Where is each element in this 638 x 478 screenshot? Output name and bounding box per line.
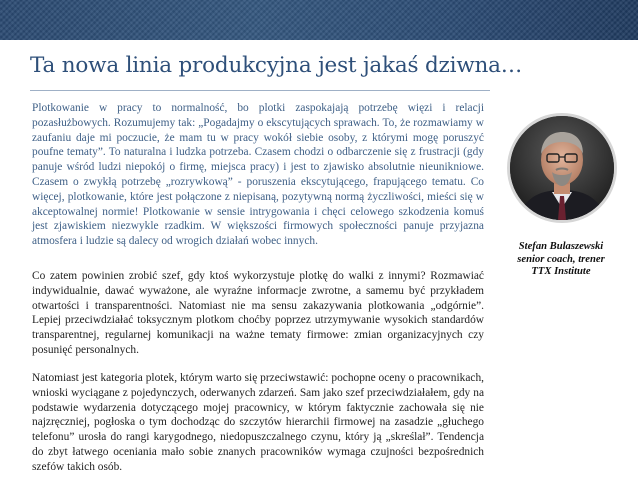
- body-paragraph-3: Natomiast jest kategoria plotek, którym warto się przeciwstawić: pochopne oceny o pracownikach, wnioski wyciągane z pojedynczych, oderwanych zdarzeń. Sam jako szef przeciwdziałałem, gdy na podstawie wydarzenia dotyczącego mojej pracownicy, w którym faktycznie zachowała się nie najzręczniej, pogłoska o tym dochodząc do szczytów hierarchii firmowej na zasadzie „głuchego telefonu” urosła do rangi karygodnego, niedopuszczalnego czynu, który ją „skreślał”. Tendencja do zbyt łatwego oceniania mało sobie znanych pracowników wymaga czujności bezpośrednich szefów takich osób.: [32, 372, 484, 473]
- article-title: Ta nowa linia produkcyjna jest jakaś dziwna…: [30, 53, 523, 78]
- header-banner: [0, 0, 638, 40]
- author-caption: [490, 241, 632, 279]
- lead-paragraph: Plotkowanie w pracy to normalność, bo plotki zaspokajają potrzebę więzi i relacji pozasłużbowych. Rozumujemy tak: „Pogadajmy o ekscytujących sprawach. To, że rozmawiamy w zaufaniu daje mi poczucie, że mam tu w pracy wokół siebie osoby, z którymi mogę poruszyć poufne tematy”. To naturalna i ludzka potrzeba. Czasem chodzi o odbarczenie się z frustracji (gdy panuje wśród ludzi niepokój o firmę, miejsca pracy) i jest to zjawisko absolutnie nieunikniowe. Czasem o zwykłą potrzebę „rozrywkową” - poruszenia ekscytującego, frapującego tematu. Co więcej, plotkowanie, które jest połączone z niepisaną, pozytywną normą życzliwości, mieści się w akceptowalnej normie! Plotkowanie w sensie intrygowania i chęci celowego szkodzenia komuś jest zjawiskiem niezwykle rzadkim. W większości firmowych społeczności panuje przyjazna atmosfera i ludzie są dalecy od wrogich działań wobec innych.: [32, 102, 484, 248]
- author-role: senior coach, trener: [517, 253, 605, 265]
- author-photo: [510, 116, 614, 220]
- body-paragraph-2: Co zatem powinien zrobić szef, gdy ktoś wykorzystuje plotkę do walki z innymi? Rozmawiać indywidualnie, dawać wyważone, ale wyraźne informacje zwrotne, a samemu być przykładem otwartości i transparentności. Natomiast nie ma sensu zakazywania plotkowania „odgórnie”. Lepiej przeciwdziałać toksycznym plotkom choćby poprzez utrzymywanie wysokich standardów transparentnej, regularnej komunikacji na ważne tematy firmowe: zmian organizacyjnych czy posunięć personalnych.: [32, 270, 484, 356]
- author-org: TTX Institute: [531, 266, 591, 278]
- author-portrait-image: [510, 116, 614, 220]
- author-name: Stefan Bulaszewski: [518, 241, 604, 252]
- title-divider: [30, 90, 490, 91]
